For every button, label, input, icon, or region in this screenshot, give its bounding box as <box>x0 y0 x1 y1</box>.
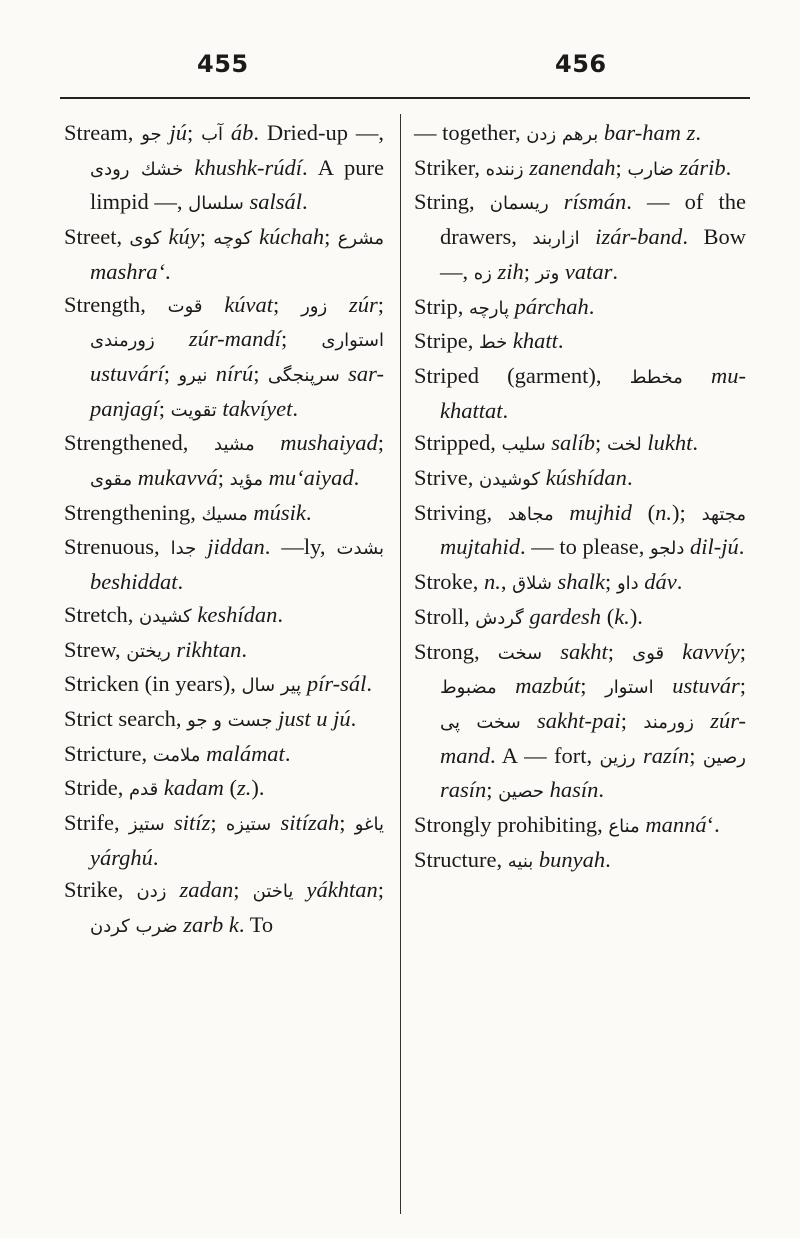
entry-text: . <box>557 328 564 354</box>
transliteration: malámat <box>200 740 285 766</box>
arabic-word: مؤيد <box>229 469 264 491</box>
entry-text: . <box>612 258 619 284</box>
dictionary-entry <box>414 636 746 810</box>
transliteration: bar-ham z <box>598 120 696 145</box>
arabic-word: جدا <box>170 538 197 560</box>
arabic-word: قوى <box>632 642 665 664</box>
entry-text: Stricture, <box>64 740 153 766</box>
arabic-word: ضارب <box>627 158 674 180</box>
entry-text: . — to please, <box>520 534 650 560</box>
entry-text: Striving, <box>414 499 508 525</box>
arabic-word: استوار <box>605 677 654 699</box>
entry-text: . <box>588 293 595 319</box>
entry-text: Stricken (in years), <box>64 671 242 697</box>
arabic-word: مقوى <box>90 469 133 491</box>
transliteration: sitíz <box>164 810 211 836</box>
entry-text: . —ly, <box>264 534 337 560</box>
dictionary-entry <box>414 566 746 601</box>
dictionary-entry <box>64 531 384 598</box>
entry-text: Structure, <box>414 846 508 872</box>
right-column <box>414 117 746 878</box>
transliteration: dil-jú <box>684 534 739 560</box>
dictionary-entry <box>64 117 384 221</box>
arabic-word: كوشيدن <box>479 469 541 491</box>
transliteration: zarb k <box>177 912 239 938</box>
arabic-word: مخطط <box>629 366 683 388</box>
arabic-word: زه <box>473 262 492 284</box>
entry-text: ; <box>605 569 617 595</box>
dictionary-entry <box>414 497 746 566</box>
transliteration: shalk <box>551 569 606 595</box>
transliteration: jú <box>161 120 187 145</box>
entry-text: ; <box>377 877 384 903</box>
transliteration: zih <box>491 258 524 284</box>
entry-text: ; <box>186 120 202 145</box>
transliteration: kavvíy <box>664 638 740 664</box>
transliteration: zúr-mand <box>440 707 746 768</box>
arabic-word: جو <box>141 124 162 145</box>
arabic-word: نيرو <box>178 364 208 386</box>
entry-text: ; <box>595 430 607 456</box>
entry-text: . <box>165 258 171 284</box>
entry-text: Strong, <box>414 638 498 664</box>
arabic-word: مجتهد <box>701 503 747 525</box>
transliteration: músik <box>247 499 306 525</box>
transliteration: mu-khattat <box>440 362 747 423</box>
arabic-word: ازاربند <box>532 228 580 250</box>
entry-text: Striped (garment), <box>414 362 630 388</box>
entry-text: . <box>738 534 745 560</box>
entry-text: ( <box>223 775 237 801</box>
arabic-word: كشيدن <box>138 605 192 627</box>
transliteration: dáv <box>638 569 677 595</box>
transliteration: vatar <box>559 258 613 284</box>
arabic-word: سرپنجگى <box>267 364 340 386</box>
transliteration: mujhid <box>553 499 632 525</box>
arabic-word: ياغو <box>354 814 384 836</box>
arabic-word: سخت <box>497 642 543 664</box>
entry-text: ; <box>163 360 179 386</box>
transliteration: zárib <box>673 154 726 180</box>
entry-text: . <box>177 569 184 595</box>
dictionary-entry <box>64 874 384 943</box>
transliteration: párchah <box>508 293 589 319</box>
entry-text: . A pure limpid —, <box>90 154 384 215</box>
dictionary-entry <box>64 427 384 496</box>
arabic-word: زننده <box>485 158 524 180</box>
entry-text: Stream, <box>64 120 142 145</box>
entry-text: Strip, <box>414 293 470 319</box>
arabic-word: مجاهد <box>507 503 554 525</box>
entry-text: ; <box>210 810 226 836</box>
dictionary-entry <box>414 427 746 462</box>
arabic-word: آب <box>201 124 224 145</box>
entry-text: Strongly prohibiting, <box>414 812 609 838</box>
arabic-word: ستيز <box>128 814 165 836</box>
arabic-word: گردش <box>475 607 524 629</box>
transliteration: mushaiyad <box>254 430 378 456</box>
entry-text: Strengthened, <box>64 430 214 456</box>
transliteration: kadam <box>158 775 224 801</box>
entry-text: Stretch, <box>64 601 139 627</box>
entry-text: Stripped, <box>414 430 502 456</box>
entry-text: Strenuous, <box>64 534 171 560</box>
arabic-word: قدم <box>129 779 159 801</box>
arabic-word: مسيك <box>201 503 248 525</box>
dictionary-entry <box>64 599 384 634</box>
entry-text: ); <box>672 499 702 525</box>
arabic-word: قوت <box>167 295 203 317</box>
entry-text: Strew, <box>64 636 127 662</box>
entry-text: ʻ. <box>706 812 720 838</box>
arabic-word: پير سال <box>241 675 302 697</box>
transliteration: hasín <box>544 777 599 803</box>
transliteration: n. <box>484 569 501 595</box>
transliteration: salsál <box>243 189 302 215</box>
arabic-word: دلجو <box>649 538 685 560</box>
transliteration: gardesh <box>523 603 602 629</box>
dictionary-entry <box>414 325 746 360</box>
transliteration: z. <box>236 775 252 801</box>
entry-text: ; <box>689 742 703 768</box>
arabic-word: ستيزه <box>225 814 272 836</box>
dictionary-entry <box>64 221 384 288</box>
arabic-word: خشك رودى <box>90 158 184 180</box>
transliteration: sitízah <box>271 810 340 836</box>
transliteration: sakht <box>542 638 608 664</box>
transliteration: lukht <box>641 430 693 456</box>
arabic-word: مشيد <box>214 434 255 456</box>
transliteration: rísmán <box>548 189 627 215</box>
transliteration: izár-band <box>579 224 683 250</box>
header-rule <box>60 97 750 99</box>
entry-text: ( <box>631 499 656 525</box>
arabic-word: مشرع <box>337 228 384 250</box>
entry-text: ; <box>486 777 499 803</box>
entry-text: Strengthening, <box>64 499 202 525</box>
entry-text: Stride, <box>64 775 129 801</box>
arabic-word: بنيه <box>507 850 534 872</box>
transliteration: beshiddat <box>90 569 178 595</box>
arabic-word: سلسال <box>188 193 244 215</box>
entry-text: Strength, <box>64 291 168 317</box>
entry-text: . <box>292 395 298 421</box>
arabic-word: برهم زدن <box>526 124 599 145</box>
dictionary-entry <box>64 703 384 738</box>
transliteration: zadan <box>166 877 234 903</box>
arabic-word: حصين <box>498 781 545 803</box>
arabic-word: شلاق <box>512 573 552 595</box>
transliteration: mazbút <box>496 673 581 699</box>
arabic-word: خط <box>479 332 508 354</box>
arabic-word: بشدت <box>336 538 385 560</box>
entry-text: . <box>502 397 509 423</box>
column-divider <box>400 114 401 1214</box>
arabic-word: مناع <box>608 816 640 838</box>
entry-text: ; <box>324 224 338 250</box>
entry-text: . <box>305 499 312 525</box>
transliteration: yárghú <box>90 844 153 870</box>
entry-text: Stroll, <box>414 603 476 629</box>
dictionary-entry <box>64 289 384 428</box>
entry-text: . A — fort, <box>490 742 600 768</box>
transliteration: rikhtan <box>170 636 242 662</box>
transliteration: zúr <box>327 291 378 317</box>
arabic-word: ملامت <box>152 744 201 766</box>
entry-text: Striker, <box>414 154 486 180</box>
transliteration: n. <box>655 499 673 525</box>
transliteration: khushk-rúdí <box>183 154 303 180</box>
transliteration: keshídan <box>191 601 278 627</box>
entry-text: ). <box>629 603 643 629</box>
entry-text: ; <box>607 638 633 664</box>
dictionary-entry <box>414 809 746 844</box>
dictionary-entry <box>414 844 746 879</box>
transliteration: zúr-mandí <box>154 326 281 352</box>
arabic-word: رصين <box>702 746 746 768</box>
dictionary-entry <box>64 634 384 669</box>
transliteration: kúshídan <box>540 465 627 491</box>
transliteration: khatt <box>507 328 558 354</box>
entry-text: Stroke, <box>414 569 484 595</box>
transliteration: yákhtan <box>293 877 378 903</box>
transliteration: jiddan <box>196 534 265 560</box>
arabic-word: استوارى <box>321 330 384 352</box>
arabic-word: جست و جو <box>187 709 273 731</box>
entry-text: ; <box>580 673 606 699</box>
entry-text: ; <box>217 465 230 491</box>
transliteration: sar-panjagí <box>90 360 384 421</box>
transliteration: manná <box>639 812 707 838</box>
entry-text: ; <box>339 810 355 836</box>
entry-text: ( <box>601 603 615 629</box>
entry-text: . <box>301 189 308 215</box>
entry-text: String, <box>414 189 490 215</box>
transliteration: sakht-pai <box>520 707 621 733</box>
arabic-word: سخت پى <box>440 711 521 733</box>
entry-text: . <box>626 465 633 491</box>
entry-text: . <box>277 601 283 627</box>
dictionary-entry <box>414 291 746 326</box>
entry-text: . Dried-up —, <box>253 120 384 145</box>
dictionary-entry <box>64 807 384 874</box>
arabic-word: ريسمان <box>489 193 549 215</box>
dictionary-entry <box>414 117 746 152</box>
entry-text: ; <box>199 224 214 250</box>
entry-text: ; <box>158 395 171 421</box>
entry-text: ; <box>233 877 253 903</box>
transliteration: razín <box>635 742 690 768</box>
transliteration: ustuvár <box>653 673 740 699</box>
transliteration: kúvat <box>202 291 274 317</box>
transliteration: kúy <box>161 224 200 250</box>
transliteration: just u jú <box>272 705 351 731</box>
transliteration: ustuvárí <box>90 360 164 386</box>
entry-text: ; <box>615 154 628 180</box>
transliteration: pír-sál <box>301 671 367 697</box>
arabic-word: پارچه <box>469 297 509 319</box>
transliteration: mashraʻ <box>90 258 166 284</box>
arabic-word: مضبوط <box>440 677 497 699</box>
arabic-word: داو <box>616 573 639 595</box>
transliteration: kúchah <box>251 224 325 250</box>
entry-text: . <box>676 569 683 595</box>
arabic-word: زدن <box>136 881 167 903</box>
arabic-word: وتر <box>535 262 560 284</box>
arabic-word: زورمند <box>643 711 694 733</box>
entry-text: . <box>725 154 732 180</box>
entry-text: ; <box>523 258 536 284</box>
entry-text: ; <box>273 291 302 317</box>
arabic-word: زورمندى <box>90 330 155 352</box>
entry-text: Strike, <box>64 877 137 903</box>
dictionary-entry <box>64 668 384 703</box>
dictionary-entry <box>414 462 746 497</box>
transliteration: k. <box>614 603 630 629</box>
entry-text: ; <box>620 707 644 733</box>
transliteration: rasín <box>440 777 487 803</box>
arabic-word: لخت <box>606 434 642 456</box>
entry-text: . <box>353 465 360 491</box>
entry-text: . — of the drawers, <box>440 189 747 250</box>
arabic-word: ريختن <box>126 640 171 662</box>
arabic-word: سليب <box>501 434 546 456</box>
entry-text: Strive, <box>414 465 479 491</box>
entry-text: . <box>152 844 159 870</box>
entry-text: Street, <box>64 224 130 250</box>
transliteration: takvíyet <box>216 395 293 421</box>
entry-text: . <box>241 636 248 662</box>
transliteration: mukavvá <box>132 465 218 491</box>
arabic-word: ضرب كردن <box>90 916 178 938</box>
transliteration: salíb <box>545 430 596 456</box>
entry-text: . <box>605 846 611 872</box>
entry-text: Stripe, <box>414 328 479 354</box>
entry-text: . <box>692 430 698 456</box>
entry-text: ; <box>739 638 746 664</box>
transliteration: muʻaiyad <box>263 465 354 491</box>
left-column <box>64 117 384 944</box>
entry-text: — together, <box>414 120 527 145</box>
entry-text: . <box>695 120 701 145</box>
entry-text: ; <box>739 673 746 699</box>
entry-text: ; <box>253 360 268 386</box>
entry-text: . <box>284 740 291 766</box>
entry-text: ; <box>377 291 384 317</box>
entry-text: Strife, <box>64 810 129 836</box>
dictionary-entry <box>414 601 746 636</box>
entry-text: . Bow —, <box>440 224 747 284</box>
entry-text: . <box>350 705 357 731</box>
arabic-word: رزين <box>599 746 636 768</box>
transliteration: bunyah <box>533 846 606 872</box>
arabic-word: ياختن <box>252 881 294 903</box>
entry-text: ; <box>377 430 385 456</box>
arabic-word: كوچه <box>213 228 252 250</box>
entry-text: ; <box>280 326 322 352</box>
entry-text: . <box>598 777 605 803</box>
transliteration: mujtahid <box>440 534 521 560</box>
dictionary-entry <box>414 186 746 290</box>
dictionary-entry <box>64 772 384 807</box>
transliteration: nírú <box>207 360 254 386</box>
entry-text: Strict search, <box>64 705 188 731</box>
entry-text: ). <box>251 775 265 801</box>
transliteration: áb <box>223 120 254 145</box>
arabic-word: زور <box>301 295 328 317</box>
dictionary-entry <box>414 152 746 187</box>
dictionary-entry <box>64 738 384 773</box>
page-number-right: 456 <box>555 50 607 78</box>
entry-text: . <box>366 671 373 697</box>
entry-text: , <box>500 569 513 595</box>
entry-text: . To <box>238 912 274 938</box>
transliteration: zanendah <box>523 154 616 180</box>
arabic-word: كوى <box>129 228 162 250</box>
dictionary-entry <box>64 497 384 532</box>
page-number-left: 455 <box>197 50 249 78</box>
arabic-word: تقويت <box>170 399 217 421</box>
dictionary-entry <box>414 360 746 427</box>
